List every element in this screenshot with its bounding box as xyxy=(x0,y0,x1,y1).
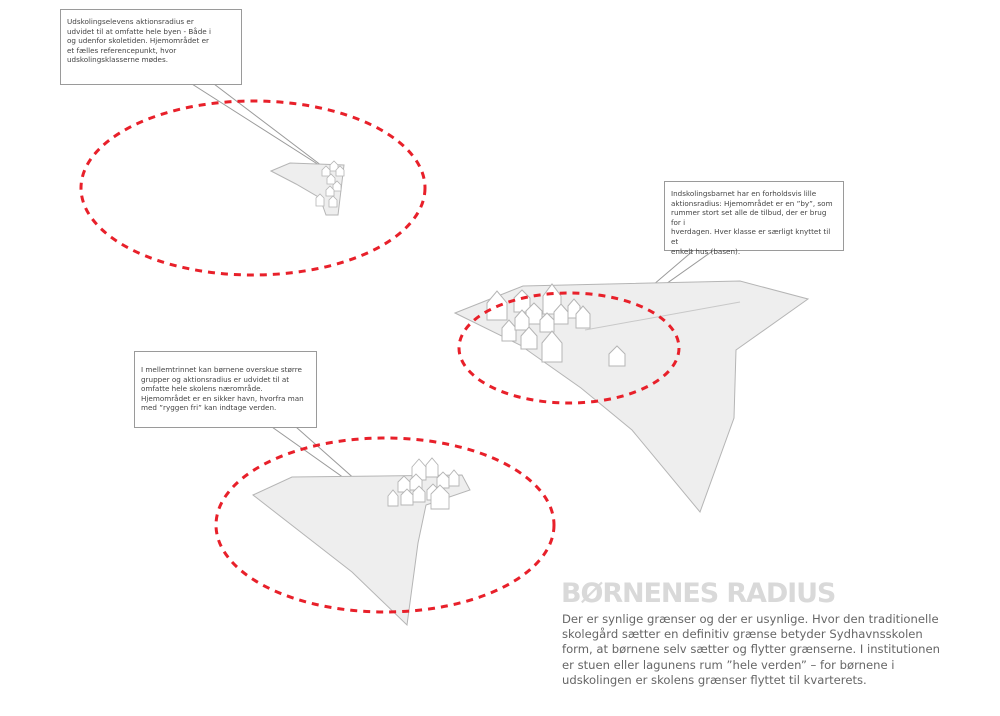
page-title: BØRNENES RADIUS xyxy=(561,578,836,609)
callout-udskoling xyxy=(60,9,242,85)
radius-ellipse-udskoling xyxy=(81,101,425,275)
callout-mellemtrin xyxy=(134,351,317,428)
description-text: Der er synlige grænser og der er usynlige. Hvor den traditionelle skolegård sætter en definitiv grænse betyder Sydhavnsskolen form, at børnene selv sætter og flytter grænserne. I institutionen er stuen eller lagunens rum ”hele verden” – for børnene i udskolingen er skolens grænser flyttet til kvarterets. xyxy=(562,612,940,687)
callout-indskoling-text: Indskolingsbarnet har en forholdsvis lille aktionsradius: Hjemområdet er en ”by”, som rummer stort set alle de tilbud, der er brug for i hverdagen. Hver klasse er særligt knyttet til et enkelt hus (basen). xyxy=(671,189,833,256)
callout-pointer-udskoling xyxy=(192,84,330,172)
callout-indskoling xyxy=(664,181,844,256)
callout-mellemtrin-text: I mellemtrinnet kan børnene overskue større grupper og aktionsradius er udvidet til at omfatte hele skolens nærområde. Hjemområdet er en sikker havn, hvorfra man med ”ryggen fri” kan indtage verden. xyxy=(141,365,304,413)
school-footprint-small xyxy=(271,161,344,215)
school-footprint-medium xyxy=(253,458,470,625)
callout-udskoling-text: Udskolingselevens aktionsradius er udvidet til at omfatte hele byen - Både i og udenfor skoletiden. Hjemområdet er et fælles referencepunkt, hvor udskolingsklasserne mødes. xyxy=(67,17,211,65)
school-footprint-large xyxy=(455,281,808,512)
